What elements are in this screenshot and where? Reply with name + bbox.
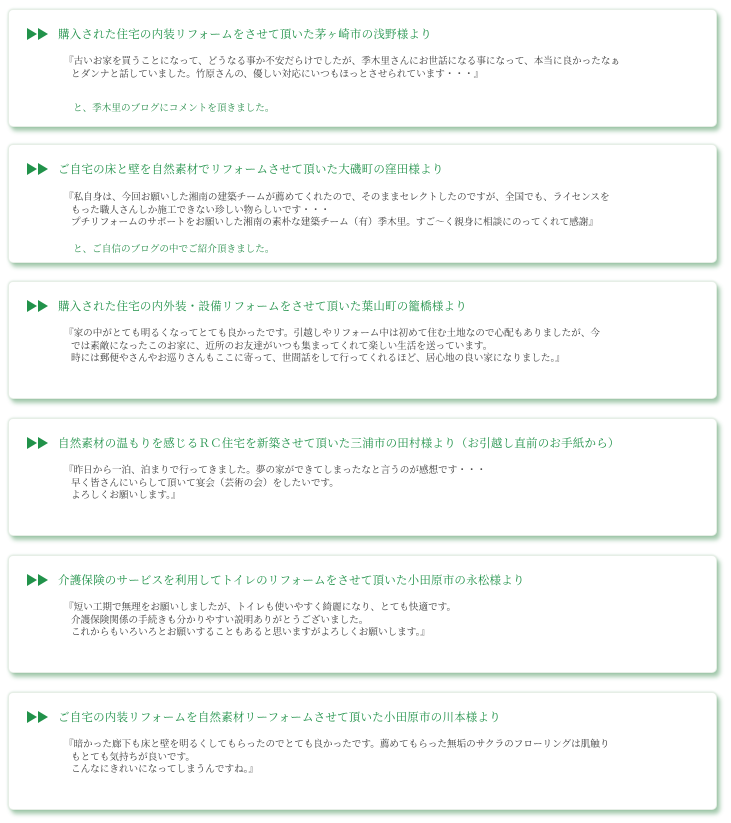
- testimonial-card: [8, 144, 717, 263]
- testimonial-note: と、ご自信のブログの中でご紹介頂きました。: [73, 244, 275, 255]
- testimonial-title: 自然素材の温もりを感じるＲＣ住宅を新築させて頂いた三浦市の田村様より（お引越し直前のお手紙から）: [58, 436, 620, 450]
- testimonial-card: [8, 9, 717, 127]
- double-triangle-right-icon: [27, 163, 49, 175]
- testimonial-note: と、季木里のブログにコメントを頂きました。: [73, 103, 275, 114]
- quote-line: 早く皆さんにいらして頂いて宴会（芸術の会）をしたいです。: [71, 477, 339, 489]
- quote-line: よろしくお願いします。』: [71, 490, 181, 501]
- testimonial-title: ご自宅の内装リフォームを自然素材リーフォームさせて頂いた小田原市の川本様より: [58, 710, 501, 724]
- quote-line: こんなにきれいになってしまうんですね。』: [71, 764, 259, 775]
- testimonial-card: [8, 281, 717, 399]
- testimonial-quote: [64, 602, 702, 640]
- double-triangle-right-icon: [27, 300, 49, 312]
- card-title: [27, 161, 444, 177]
- quote-line: もとても気持ちが良いです。: [71, 751, 195, 763]
- quote-line: 『家の中がとても明るくなってとても良かったです。引越しやリフォーム中は初めて住む土地なので心配もありましたが、今: [64, 328, 601, 339]
- card-title: [27, 26, 432, 42]
- quote-line: もった職人さんしか施工できない珍しい物らしいです・・・: [71, 204, 331, 216]
- testimonial-title: ご自宅の床と壁を自然素材でリフォームさせて頂いた大磯町の窪田様より: [58, 162, 444, 176]
- testimonial-title: 購入された住宅の内装リフォームをさせて頂いた茅ヶ崎市の浅野様より: [58, 27, 432, 41]
- testimonial-card: [8, 555, 717, 673]
- quote-line: では素敵になったこのお家に、近所のお友達がいつも集まってくれて楽しい生活を送っています。: [71, 340, 493, 352]
- quote-line: 『古いお家を買うことになって、どうなる事か不安だらけでしたが、季木里さんにお世話になる事になって、本当に良かったなぁ: [64, 56, 621, 67]
- card-title: [27, 298, 467, 314]
- card-title: [27, 435, 620, 451]
- testimonial-quote: [64, 465, 702, 503]
- quote-line: 『短い工期で無理をお願いしましたが、トイレも使いやすく綺麗になり、とても快適です。: [64, 602, 457, 613]
- quote-line: 介護保険関係の手続きも分かりやすい説明ありがとうございました。: [71, 614, 369, 626]
- card-title: [27, 709, 501, 725]
- quote-line: とダンナと話していました。竹原さんの、優しい対応にいつもほっとさせられています・・・』: [71, 68, 484, 80]
- testimonial-card: [8, 692, 717, 810]
- quote-line: 『私自身は、今回お願いした湘南の建築チームが薦めてくれたので、そのままセレクトしたのですが、全国でも、ライセンスを: [64, 192, 610, 203]
- testimonial-quote: [64, 328, 702, 366]
- testimonial-title: 介護保険のサービスを利用してトイレのリフォームをさせて頂いた小田原市の永松様より: [58, 573, 525, 587]
- testimonial-quote: [64, 56, 702, 81]
- testimonial-title: 購入された住宅の内外装・設備リフォームをさせて頂いた葉山町の籠橋様より: [58, 299, 467, 313]
- double-triangle-right-icon: [27, 437, 49, 449]
- quote-line: 『暗かった廊下も床と壁を明るくしてもらったのでとても良かったです。薦めてもらった無垢のサクラのフローリングは肌触り: [64, 739, 610, 750]
- double-triangle-right-icon: [27, 574, 49, 586]
- quote-line: 『昨日から一泊、泊まりで行ってきました。夢の家ができてしまったなと言うのが感想です・・・: [64, 465, 487, 476]
- testimonial-card: [8, 418, 717, 536]
- double-triangle-right-icon: [27, 711, 49, 723]
- testimonial-quote: [64, 739, 702, 777]
- card-title: [27, 572, 525, 588]
- double-triangle-right-icon: [27, 28, 49, 40]
- quote-line: これからもいろいろとお願いすることもあると思いますがよろしくお願いします。』: [71, 627, 430, 638]
- quote-line: プチリフォームのサポートをお願いした湘南の素朴な建築チーム（有）季木里。すご～く親身に相談にのってくれて感謝』: [71, 217, 599, 228]
- testimonial-quote: [64, 192, 702, 230]
- quote-line: 時には郵便やさんやお巡りさんもここに寄って、世間話をして行ってくれるほど、居心地の良い家になりました。』: [71, 353, 565, 364]
